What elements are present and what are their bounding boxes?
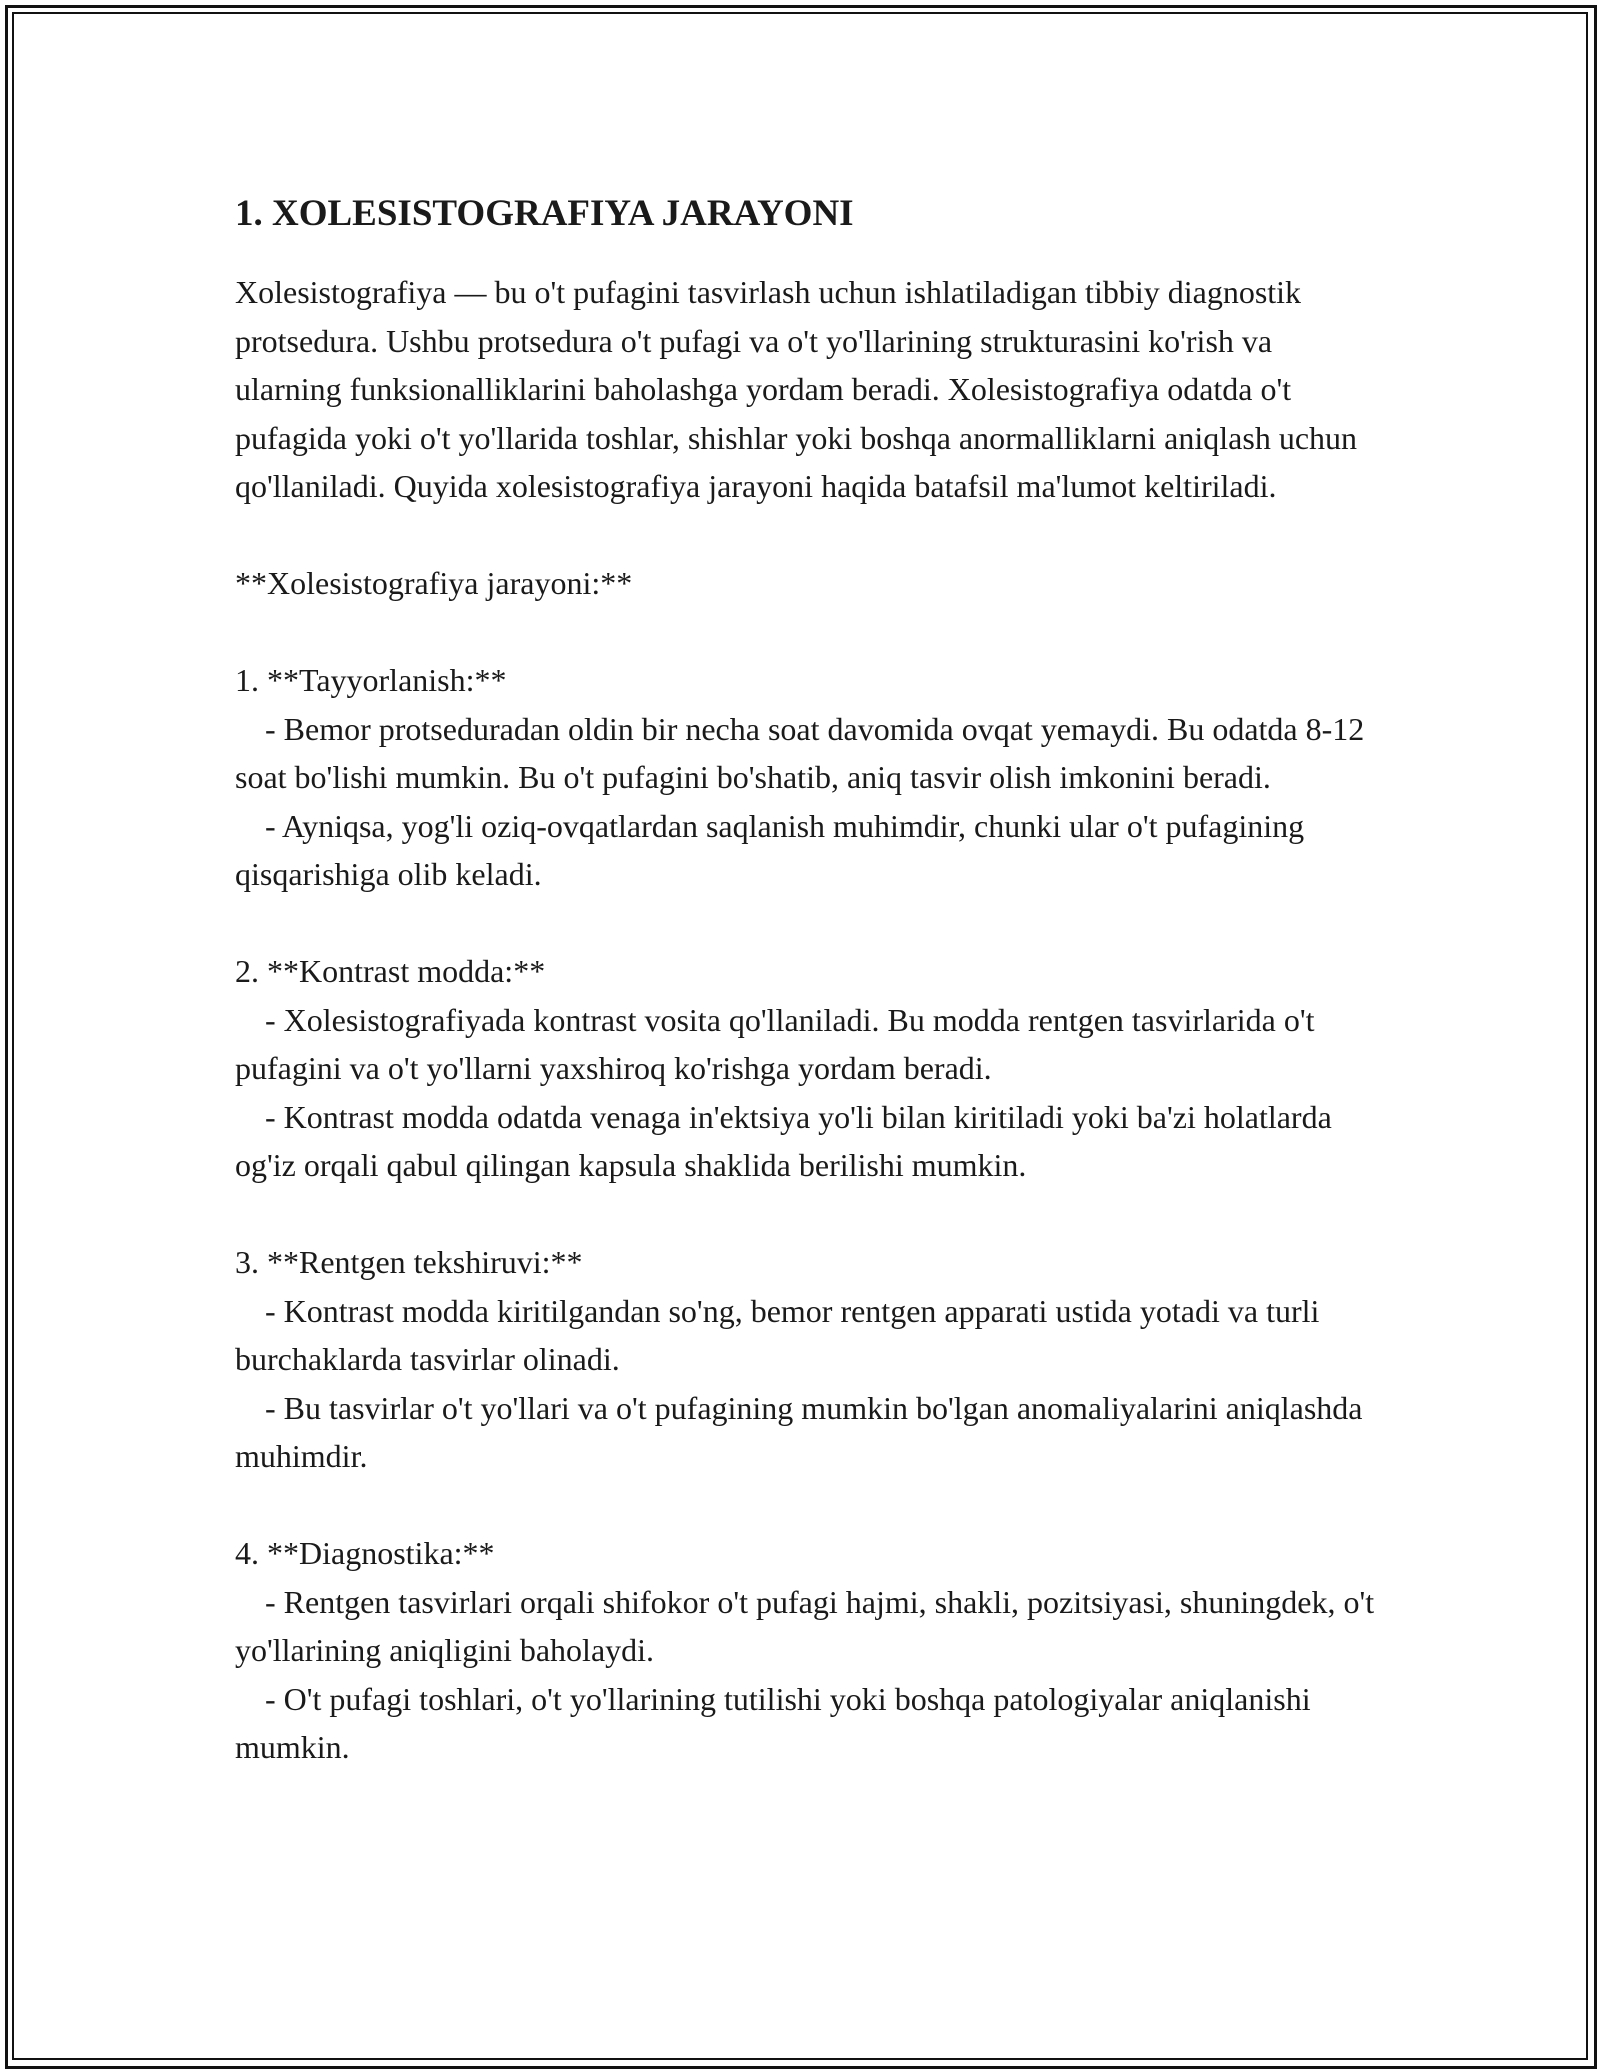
spacer	[235, 511, 1375, 560]
step-title: 3. **Rentgen tekshiruvi:**	[235, 1244, 583, 1280]
spacer	[235, 899, 1375, 948]
step-bullet: - Kontrast modda odatda venaga in'ektsiya yo'li bilan kiritiladi yoki ba'zi holatlarda og'iz orqali qabul qilingan kapsula shaklida berilishi mumkin.	[235, 1098, 1332, 1183]
intro-paragraph: Xolesistografiya — bu o't pufagini tasvirlash uchun ishlatiladigan tibbiy diagnostik protsedura. Ushbu protsedura o't pufagi va o't yo'llarining strukturasini ko'rish va ularning funksionalliklarini baholashga yordam beradi. Xolesistografiya odatda o't pufagida yoki o't yo'llarida toshlar, shishlar yoki boshqa anormalliklarni aniqlash uchun qo'llaniladi. Quyida xolesistografiya jarayoni haqida batafsil ma'lumot keltiriladi.	[235, 274, 1358, 504]
step-bullet: - O't pufagi toshlari, o't yo'llarining tutilishi yoki boshqa patologiyalar aniqlanishi mumkin.	[235, 1680, 1311, 1765]
step-bullet: - Rentgen tasvirlari orqali shifokor o't pufagi hajmi, shakli, pozitsiyasi, shuningdek, o't yo'llarining aniqligini baholaydi.	[235, 1583, 1375, 1668]
step-bullet: - Bemor protseduradan oldin bir necha soat davomida ovqat yemaydi. Bu odatda 8-12 soat bo'lishi mumkin. Bu o't pufagini bo'shatib, aniq tasvir olish imkonini beradi.	[235, 710, 1365, 795]
step-bullet: - Ayniqsa, yog'li oziq-ovqatlardan saqlanish muhimdir, chunki ular o't pufagining qisqarishiga olib keladi.	[235, 807, 1305, 892]
step-3	[235, 1238, 1375, 1481]
step-2	[235, 947, 1375, 1190]
step-title: 1. **Tayyorlanish:**	[235, 662, 507, 698]
step-title: 2. **Kontrast modda:**	[235, 953, 546, 989]
spacer	[235, 1190, 1375, 1239]
step-1	[235, 656, 1375, 899]
step-4	[235, 1529, 1375, 1772]
section-heading: **Xolesistografiya jarayoni:**	[235, 565, 633, 601]
step-title: 4. **Diagnostika:**	[235, 1535, 495, 1571]
step-bullet: - Bu tasvirlar o't yo'llari va o't pufagining mumkin bo'lgan anomaliyalarini aniqlashda muhimdir.	[235, 1389, 1363, 1474]
step-bullet: - Xolesistografiyada kontrast vosita qo'llaniladi. Bu modda rentgen tasvirlarida o't pufagini va o't yo'llarni yaxshiroq ko'rishga yordam beradi.	[235, 1001, 1315, 1086]
spacer	[235, 608, 1375, 657]
spacer	[235, 1481, 1375, 1530]
step-bullet: - Kontrast modda kiritilgandan so'ng, bemor rentgen apparati ustida yotadi va turli burchaklarda tasvirlar olinadi.	[235, 1292, 1320, 1377]
document-title: 1. XOLESISTOGRAFIYA JARAYONI	[235, 193, 854, 234]
document-page	[235, 186, 1375, 1772]
